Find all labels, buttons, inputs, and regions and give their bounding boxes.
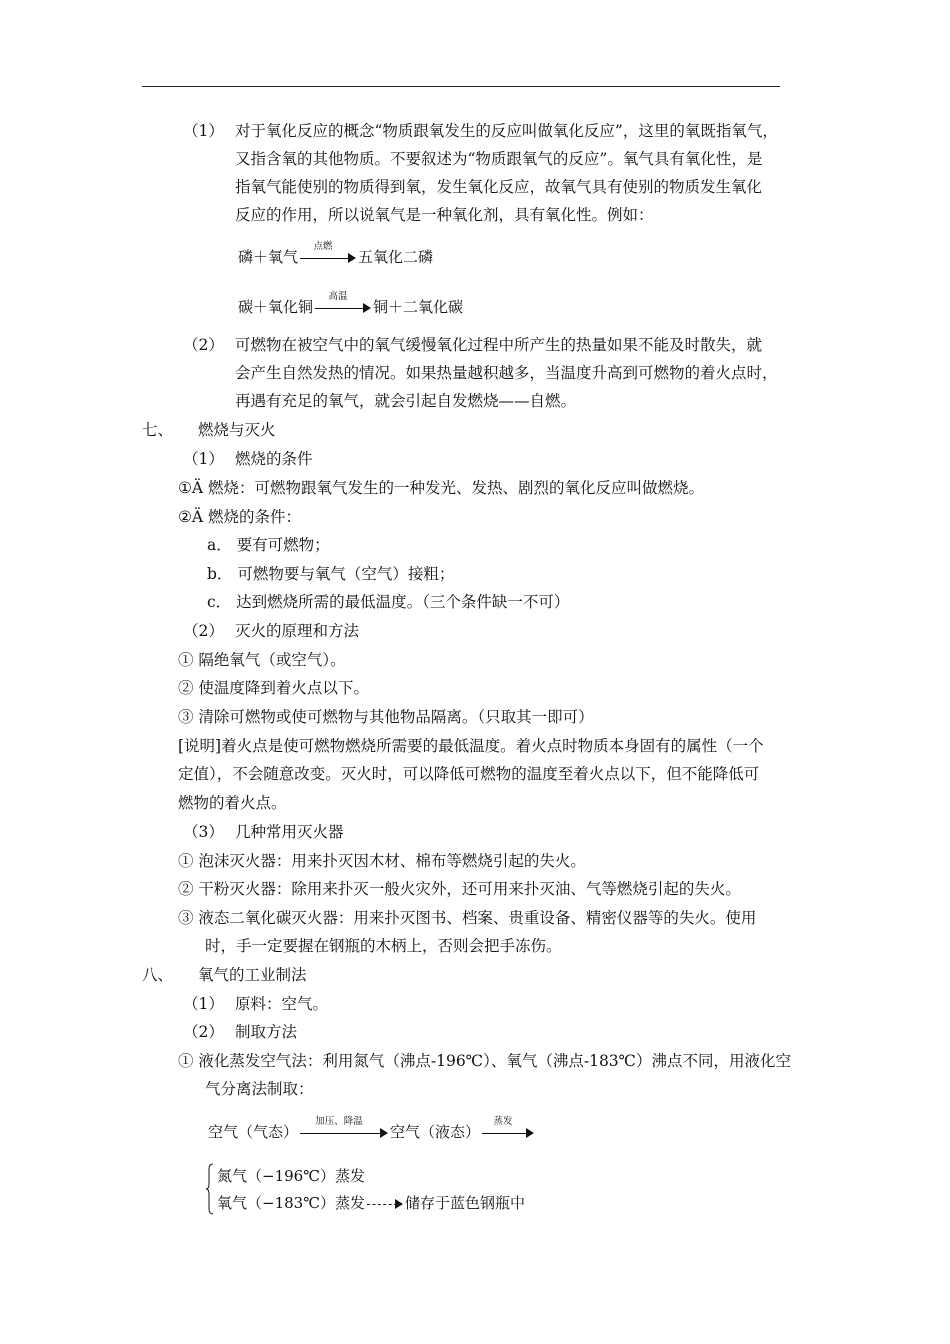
subsection-number: （1） xyxy=(183,450,224,468)
oxygen-text: 氧气（−183℃）蒸发 xyxy=(217,1194,365,1212)
subsection-number: （2） xyxy=(183,622,224,640)
extinguisher-co2-line1: ③ 液态二氧化碳灭火器：用来扑灭图书、档案、贵重设备、精密仪器等的失火。使用 xyxy=(178,909,757,927)
section-number: 七、 xyxy=(142,421,174,439)
air-separation-flow xyxy=(208,1116,536,1142)
products: 铜＋二氧化碳 xyxy=(373,298,464,316)
para2-line3: 再遇有充足的氧气，就会引起自发燃烧——自燃。 xyxy=(235,392,577,410)
para1-number: （1） xyxy=(183,122,224,140)
air-gaseous: 空气（气态） xyxy=(208,1123,299,1141)
reaction-arrow xyxy=(315,291,371,316)
subsection-number: （1） xyxy=(183,995,224,1013)
subsection-7-2 xyxy=(183,621,359,641)
subsection-number: （2） xyxy=(183,1023,224,1041)
storage-result: 储存于蓝色钢瓶中 xyxy=(404,1194,525,1212)
subsection-title: 制取方法 xyxy=(235,1023,298,1041)
para1-line3: 指氧气能使别的物质得到氧，发生氧化反应，故氧气具有使别的物质发生氧化 xyxy=(235,178,763,196)
subsection-7-1 xyxy=(183,449,313,469)
air-liquid: 空气（液态） xyxy=(390,1123,481,1141)
subsection-8-1 xyxy=(183,994,328,1014)
section-number: 八、 xyxy=(142,966,174,984)
method-2: ② 使温度降到着火点以下。 xyxy=(178,679,369,697)
liquefaction-line2: 气分离法制取： xyxy=(205,1080,314,1098)
products: 五氧化二磷 xyxy=(358,248,434,266)
condition-a: a． 要有可燃物； xyxy=(207,536,330,554)
nitrogen-evaporation: 氮气（−196℃）蒸发 xyxy=(217,1167,365,1185)
reaction-arrow xyxy=(300,241,356,266)
para2-line1 xyxy=(183,335,762,355)
subsection-title: 原料：空气。 xyxy=(235,995,329,1013)
para1-line1 xyxy=(183,121,778,141)
para2-line2: 会产生自然发热的情况。如果热量越积越多，当温度升高到可燃物的着火点时， xyxy=(235,364,778,382)
para2-number: （2） xyxy=(183,336,224,354)
para1-line4: 反应的作用，所以说氧气是一种氧化剂，具有氧化性。例如： xyxy=(235,206,654,224)
flow-arrow-2 xyxy=(482,1116,534,1141)
section-7-heading xyxy=(142,420,276,440)
header-rule xyxy=(142,86,780,87)
subsection-title: 燃烧的条件 xyxy=(235,450,313,468)
subsection-7-3 xyxy=(183,822,344,842)
section-title: 燃烧与灭火 xyxy=(198,421,276,439)
method-1: ① 隔绝氧气（或空气）。 xyxy=(178,651,346,669)
reaction-phosphorus xyxy=(238,241,434,267)
extinguisher-powder: ② 干粉灭火器：除用来扑灭一般火灾外，还可用来扑灭油、气等燃烧引起的失火。 xyxy=(178,880,741,898)
note-line1: [说明]着火点是使可燃物燃烧所需要的最低温度。着火点时物质本身固有的属性（一个 xyxy=(178,737,764,755)
liquefaction-line1: ① 液化蒸发空气法：利用氮气（沸点-196℃）、氧气（沸点-183℃）沸点不同，用液化空 xyxy=(178,1052,792,1070)
combustion-definition: ①Ä 燃烧：可燃物跟氧气发生的一种发光、发热、剧烈的氧化反应叫做燃烧。 xyxy=(178,479,705,497)
reactants: 碳＋氧化铜 xyxy=(238,298,314,316)
subsection-number: （3） xyxy=(183,823,224,841)
storage-arrow xyxy=(367,1196,403,1212)
subsection-title: 几种常用灭火器 xyxy=(235,823,344,841)
section-title: 氧气的工业制法 xyxy=(198,966,307,984)
combustion-conditions-label: ②Ä 燃烧的条件： xyxy=(178,508,302,526)
reactants: 磷＋氧气 xyxy=(238,248,299,266)
extinguisher-co2-line2: 时，手一定要握在钢瓶的木柄上，否则会把手冻伤。 xyxy=(205,937,562,955)
method-3: ③ 清除可燃物或使可燃物与其他物品隔离。（只取其一即可） xyxy=(178,708,594,726)
condition-b: b． 可燃物要与氧气（空气）接粗； xyxy=(207,565,455,583)
para1-text: 对于氧化反应的概念“物质跟氧发生的反应叫做氧化反应”，这里的氧既指氧气， xyxy=(235,122,778,140)
flow-arrow-1 xyxy=(300,1116,388,1141)
condition-c: c． 达到燃烧所需的最低温度。（三个条件缺一不可） xyxy=(207,593,570,611)
extinguisher-foam: ① 泡沫灭火器：用来扑灭因木材、棉布等燃烧引起的失火。 xyxy=(178,852,586,870)
left-brace xyxy=(206,1163,214,1215)
reaction-condition: 高温 xyxy=(328,291,348,302)
reaction-carbon xyxy=(238,291,464,317)
para1-line2: 又指含氧的其他物质。不要叙述为“物质跟氧气的反应”。氧气具有氧化性，是 xyxy=(235,150,763,168)
subsection-8-2 xyxy=(183,1022,297,1042)
note-line2: 定值），不会随意改变。灭火时，可以降低可燃物的温度至着火点以下，但不能降低可 xyxy=(178,765,760,783)
flow-condition-1: 加压、降温 xyxy=(315,1116,363,1127)
para2-text: 可燃物在被空气中的氧气缓慢氧化过程中所产生的热量如果不能及时散失，就 xyxy=(235,336,763,354)
flow-condition-2: 蒸发 xyxy=(493,1116,513,1127)
oxygen-evaporation xyxy=(217,1193,525,1213)
note-line3: 燃物的着火点。 xyxy=(178,794,287,812)
subsection-title: 灭火的原理和方法 xyxy=(235,622,360,640)
section-8-heading xyxy=(142,965,307,985)
reaction-condition: 点燃 xyxy=(313,241,333,252)
